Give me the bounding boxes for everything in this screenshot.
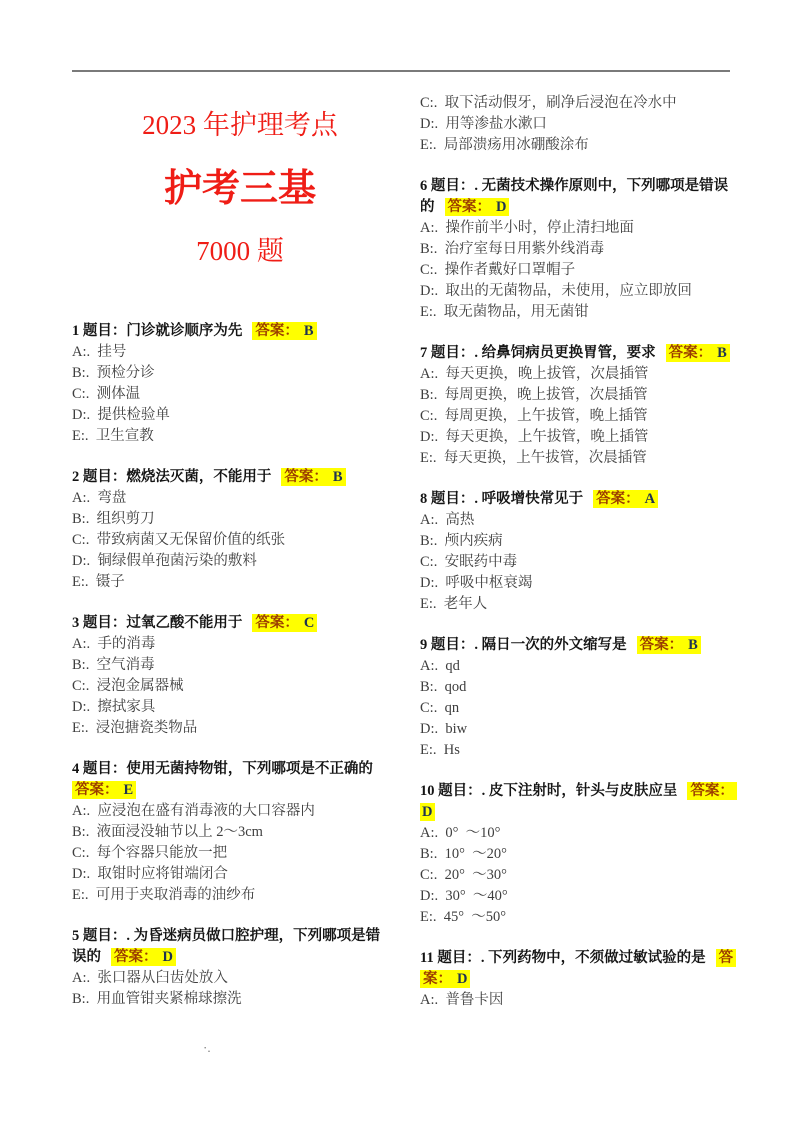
question-continuation-options [420,93,756,156]
question-block [420,489,756,615]
question-heading-line [72,613,408,634]
answer-badge: 答案： [445,198,495,216]
option-item: D:. 30° ～40° [420,888,508,904]
option-item: E:. 镊子 [72,574,125,591]
option-item: D:. 取出的无菌物品，未使用，应立即放回 [420,283,692,299]
answer-badge: C [302,614,317,632]
option-item: A:. 手的消毒 [72,636,156,653]
answer-badge: D [420,803,435,821]
question-block [72,759,408,906]
answer-badge: 答 [716,949,737,967]
option-item: B:. 空气消毒 [72,657,155,674]
answer-badge: 答案： [593,490,643,508]
title-block [72,95,408,267]
question-heading-line [72,321,408,342]
answer-badge: B [715,344,730,362]
question-block [420,635,756,761]
option-item: E:. 每天更换，上午拔管，次晨插管 [420,450,647,466]
left-questions-list [72,321,408,1010]
answer-badge: 答案： [252,614,302,632]
option-item: A:. 应浸泡在盛有消毒液的大口容器内 [72,803,315,820]
option-item: C:. 20° ～30° [420,867,507,883]
option-item: D:. 呼吸中枢衰竭 [420,575,533,591]
right-questions-list [420,93,756,1011]
option-item: E:. 老年人 [420,596,488,612]
question-heading-line [420,635,756,656]
question-text: 1 题目：门诊就诊顺序为先 [72,323,243,340]
doc-title-count: 7000 题 [196,235,284,266]
stray-period-mark: ·. [203,1040,211,1055]
option-item: B:. 预检分诊 [72,365,155,382]
option-item: B:. 治疗室每日用紫外线消毒 [420,241,605,257]
question-text: 10 题目：. 皮下注射时，针头与皮肤应呈 [420,783,678,799]
answer-badge: 答案： [72,781,122,799]
question-block [420,343,756,469]
question-heading-line [420,781,756,802]
option-item: E:. 浸泡搪瓷类物品 [72,720,198,737]
option-item: C:. 操作者戴好口罩帽子 [420,262,576,278]
question-heading-line [420,969,756,990]
doc-title-main: 护考三基 [163,168,316,211]
question-text: 2 题目：燃烧法灭菌，不能用于 [72,469,272,486]
question-heading-line [420,176,756,197]
option-item: C:. 取下活动假牙，刷净后浸泡在冷水中 [420,95,677,111]
option-item: A:. 张口器从臼齿处放入 [72,970,228,987]
question-block [420,781,756,928]
option-item: C:. 浸泡金属器械 [72,678,184,695]
option-item: A:. 普鲁卡因 [420,992,504,1008]
question-heading-line [420,343,756,364]
answer-badge: 答案： [252,322,302,340]
option-item: E:. 取无菌物品，用无菌钳 [420,304,589,320]
question-text: 3 题目：过氧乙酸不能用于 [72,615,243,632]
doc-title-year: 2023 年护理考点 [142,110,338,140]
question-text: 11 题目：. 下列药物中，不须做过敏试验的是 [420,950,706,966]
option-item: D:. 取钳时应将钳端闭合 [72,866,228,883]
question-text: 6 题目：. 无菌技术操作原则中，下列哪项是错误 [420,178,729,194]
question-block [72,467,408,593]
answer-badge: 答案： [111,948,161,966]
question-text: 的 [420,199,435,215]
option-item: D:. biw [420,721,468,737]
option-item: C:. 每个容器只能放一把 [72,845,228,862]
answer-badge: A [643,490,658,508]
question-block [420,948,756,1011]
option-item: C:. qn [420,700,460,716]
question-text: 9 题目：. 隔日一次的外文缩写是 [420,637,627,653]
option-item: E:. 卫生宣教 [72,428,154,445]
question-heading-line [72,947,408,968]
question-heading-line [72,467,408,488]
option-item: A:. 0° ～10° [420,825,501,841]
answer-badge: D [161,948,176,966]
answer-badge: 答案： [281,468,331,486]
option-item: E:. Hs [420,742,460,758]
option-item: E:. 45° ～50° [420,909,507,925]
option-item: B:. qod [420,679,467,695]
option-item: C:. 测体温 [72,386,141,403]
question-block [72,321,408,447]
question-text: 7 题目：. 给鼻饲病员更换胃管，要求 [420,345,656,361]
answer-badge: D [494,198,509,216]
option-item: B:. 每周更换，晚上拔管，次晨插管 [420,387,648,403]
option-item: D:. 提供检验单 [72,407,170,424]
option-item: E:. 可用于夹取消毒的油纱布 [72,887,256,904]
option-item: B:. 液面浸没轴节以上 2～3cm [72,824,263,841]
right-column [420,93,756,1031]
question-text: 误的 [72,949,101,966]
question-text: 8 题目：. 呼吸增快常见于 [420,491,584,507]
option-item: B:. 用血管钳夹紧棉球擦洗 [72,991,242,1008]
option-item: D:. 用等渗盐水漱口 [420,116,547,132]
option-item: D:. 每天更换，上午拔管，晚上插管 [420,429,649,445]
option-item: B:. 10° ～20° [420,846,507,862]
option-item: B:. 颅内疾病 [420,533,503,549]
question-heading-line [72,759,408,780]
question-block [72,926,408,1010]
option-item: C:. 安眠药中毒 [420,554,518,570]
answer-badge: 答案： [637,636,687,654]
option-item: A:. 挂号 [72,344,127,361]
option-item: A:. 弯盘 [72,490,127,507]
answer-badge: 答案： [687,782,737,800]
question-heading-line [420,802,756,823]
left-column [72,95,408,1030]
answer-badge: D [455,970,470,988]
question-text: 4 题目：使用无菌持物钳，下列哪项是不正确的 [72,761,373,778]
question-heading-line [72,780,408,801]
question-heading-line [420,197,756,218]
question-text: 5 题目：. 为昏迷病员做口腔护理，下列哪项是错 [72,928,381,945]
option-item: A:. 高热 [420,512,475,528]
answer-badge: B [331,468,346,486]
answer-badge: E [122,781,137,799]
option-item: C:. 带致病菌又无保留价值的纸张 [72,532,286,549]
question-heading-line [420,948,756,969]
answer-badge: B [686,636,701,654]
option-item: E:. 局部溃疡用冰硼酸涂布 [420,137,589,153]
option-item: A:. 操作前半小时，停止清扫地面 [420,220,634,236]
option-item: D:. 擦拭家具 [72,699,156,716]
option-item: C:. 每周更换，上午拔管，晚上插管 [420,408,648,424]
option-item: A:. 每天更换，晚上拔管，次晨插管 [420,366,649,382]
option-item: D:. 铜绿假单孢菌污染的敷料 [72,553,257,570]
option-item: B:. 组织剪刀 [72,511,155,528]
question-heading-line [420,489,756,510]
question-heading-line [72,926,408,947]
answer-badge: 案： [420,970,455,988]
header-rule [72,70,730,72]
question-block [72,613,408,739]
question-block [420,176,756,323]
answer-badge: B [302,322,317,340]
answer-badge: 答案： [666,344,716,362]
option-item: A:. qd [420,658,460,674]
